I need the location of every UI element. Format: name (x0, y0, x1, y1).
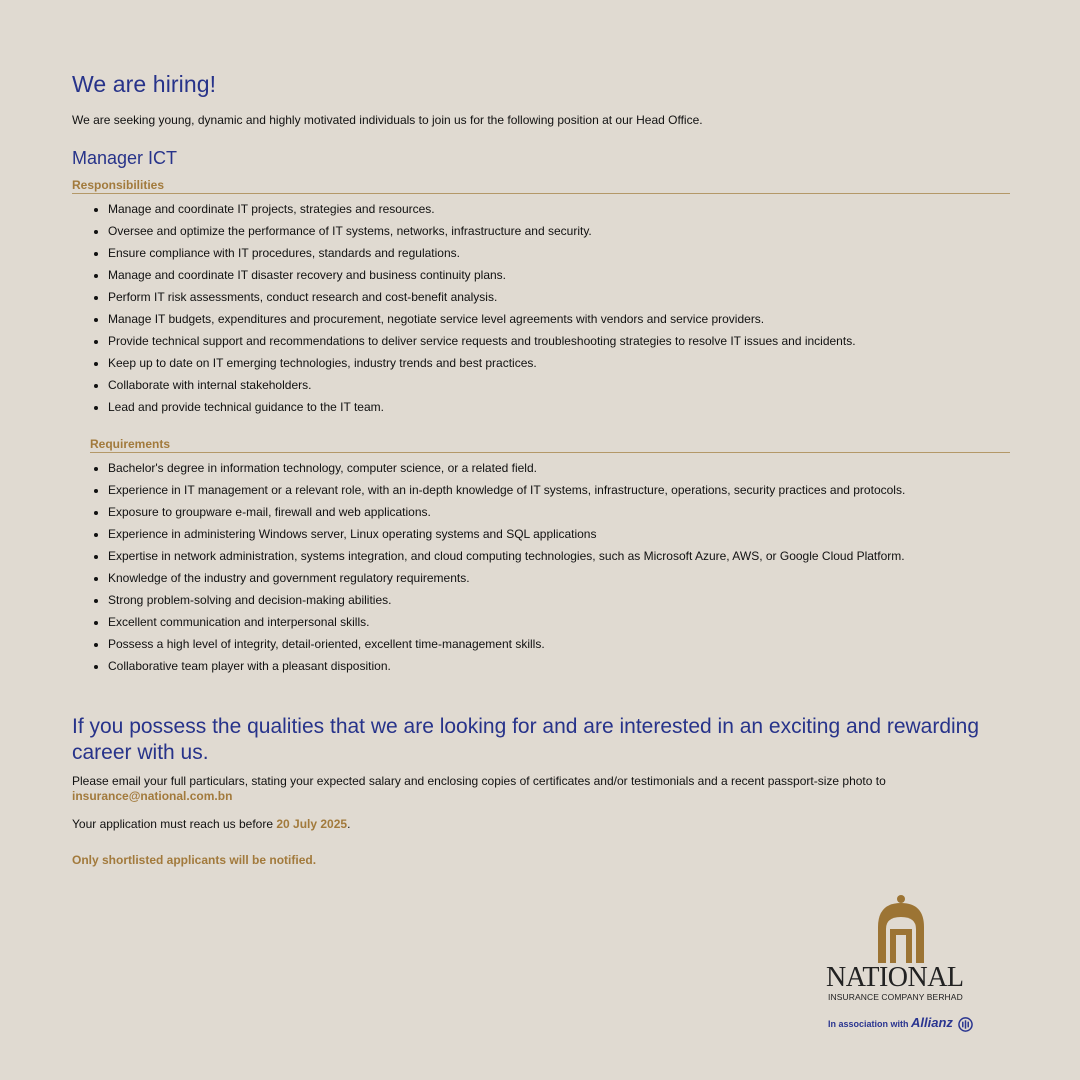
list-item: • Experience in IT management or a relevant role, with an in-depth knowledge of IT systems, infrastructure, operations, security practices and protocols. (108, 483, 1008, 505)
list-item: • Oversee and optimize the performance of IT systems, networks, infrastructure and security. (108, 224, 1008, 246)
list-item: • Ensure compliance with IT procedures, standards and regulations. (108, 246, 1008, 268)
association-line (828, 1015, 973, 1032)
list-item: • Provide technical support and recommendations to deliver service requests and troubleshooting strategies to resolve IT issues and incidents. (108, 334, 1008, 356)
instructions-text: Please email your full particulars, stating your expected salary and enclosing copies of certificates and/or testimonials and a recent passport-size photo to (72, 774, 886, 788)
list-item: • Lead and provide technical guidance to the IT team. (108, 400, 1008, 422)
call-to-action-heading: If you possess the qualities that we are looking for and are interested in an exciting and rewarding career with us. (72, 715, 980, 764)
list-item: • Perform IT risk assessments, conduct research and cost-benefit analysis. (108, 290, 1008, 312)
deadline-suffix: . (347, 817, 351, 831)
list-item: • Collaborate with internal stakeholders. (108, 378, 1008, 400)
requirements-heading: Requirements (90, 437, 1010, 453)
deadline-line (72, 817, 350, 831)
list-item: • Manage and coordinate IT projects, strategies and resources. (108, 202, 1008, 224)
deadline-prefix: Your application must reach us before (72, 817, 277, 831)
building-emblem-icon (872, 893, 930, 965)
list-item: • Strong problem-solving and decision-making abilities. (108, 593, 1008, 615)
requirements-list (90, 461, 1008, 681)
logo-subtitle: INSURANCE COMPANY BERHAD (828, 992, 963, 1002)
list-item: • Experience in administering Windows server, Linux operating systems and SQL applications (108, 527, 1008, 549)
shortlist-notice: Only shortlisted applicants will be notified. (72, 853, 317, 867)
intro-text: We are seeking young, dynamic and highly motivated individuals to join us for the following position at our Head Office. (72, 113, 703, 127)
list-item: • Excellent communication and interpersonal skills. (108, 615, 1008, 637)
list-item: • Possess a high level of integrity, detail-oriented, excellent time-management skills. (108, 637, 1008, 659)
responsibilities-heading: Responsibilities (72, 178, 1010, 194)
deadline-date: 20 July 2025 (276, 817, 348, 831)
list-item: • Bachelor's degree in information technology, computer science, or a related field. (108, 461, 1008, 483)
list-item: • Knowledge of the industry and government regulatory requirements. (108, 571, 1008, 593)
email-link[interactable]: insurance@national.com.bn (72, 789, 233, 803)
position-title: Manager ICT (72, 148, 178, 168)
association-text: In association with (828, 1019, 909, 1029)
list-item: • Exposure to groupware e-mail, firewall and web applications. (108, 505, 1008, 527)
list-item: • Manage IT budgets, expenditures and procurement, negotiate service level agreements with vendors and service providers. (108, 312, 1008, 334)
responsibilities-list (90, 202, 1008, 422)
logo-wordmark: NATIONAL (826, 962, 964, 993)
page-title: We are hiring! (72, 71, 217, 97)
application-instructions (72, 774, 1012, 804)
list-item: • Manage and coordinate IT disaster recovery and business continuity plans. (108, 268, 1008, 290)
list-item: • Collaborative team player with a pleasant disposition. (108, 659, 1008, 681)
allianz-emblem-icon (958, 1017, 973, 1032)
partner-name: Allianz (911, 1015, 953, 1030)
list-item: • Keep up to date on IT emerging technologies, industry trends and best practices. (108, 356, 1008, 378)
company-logo (824, 893, 980, 1043)
list-item: • Expertise in network administration, systems integration, and cloud computing technologies, such as Microsoft Azure, AWS, or Google Cloud Platform. (108, 549, 1008, 571)
